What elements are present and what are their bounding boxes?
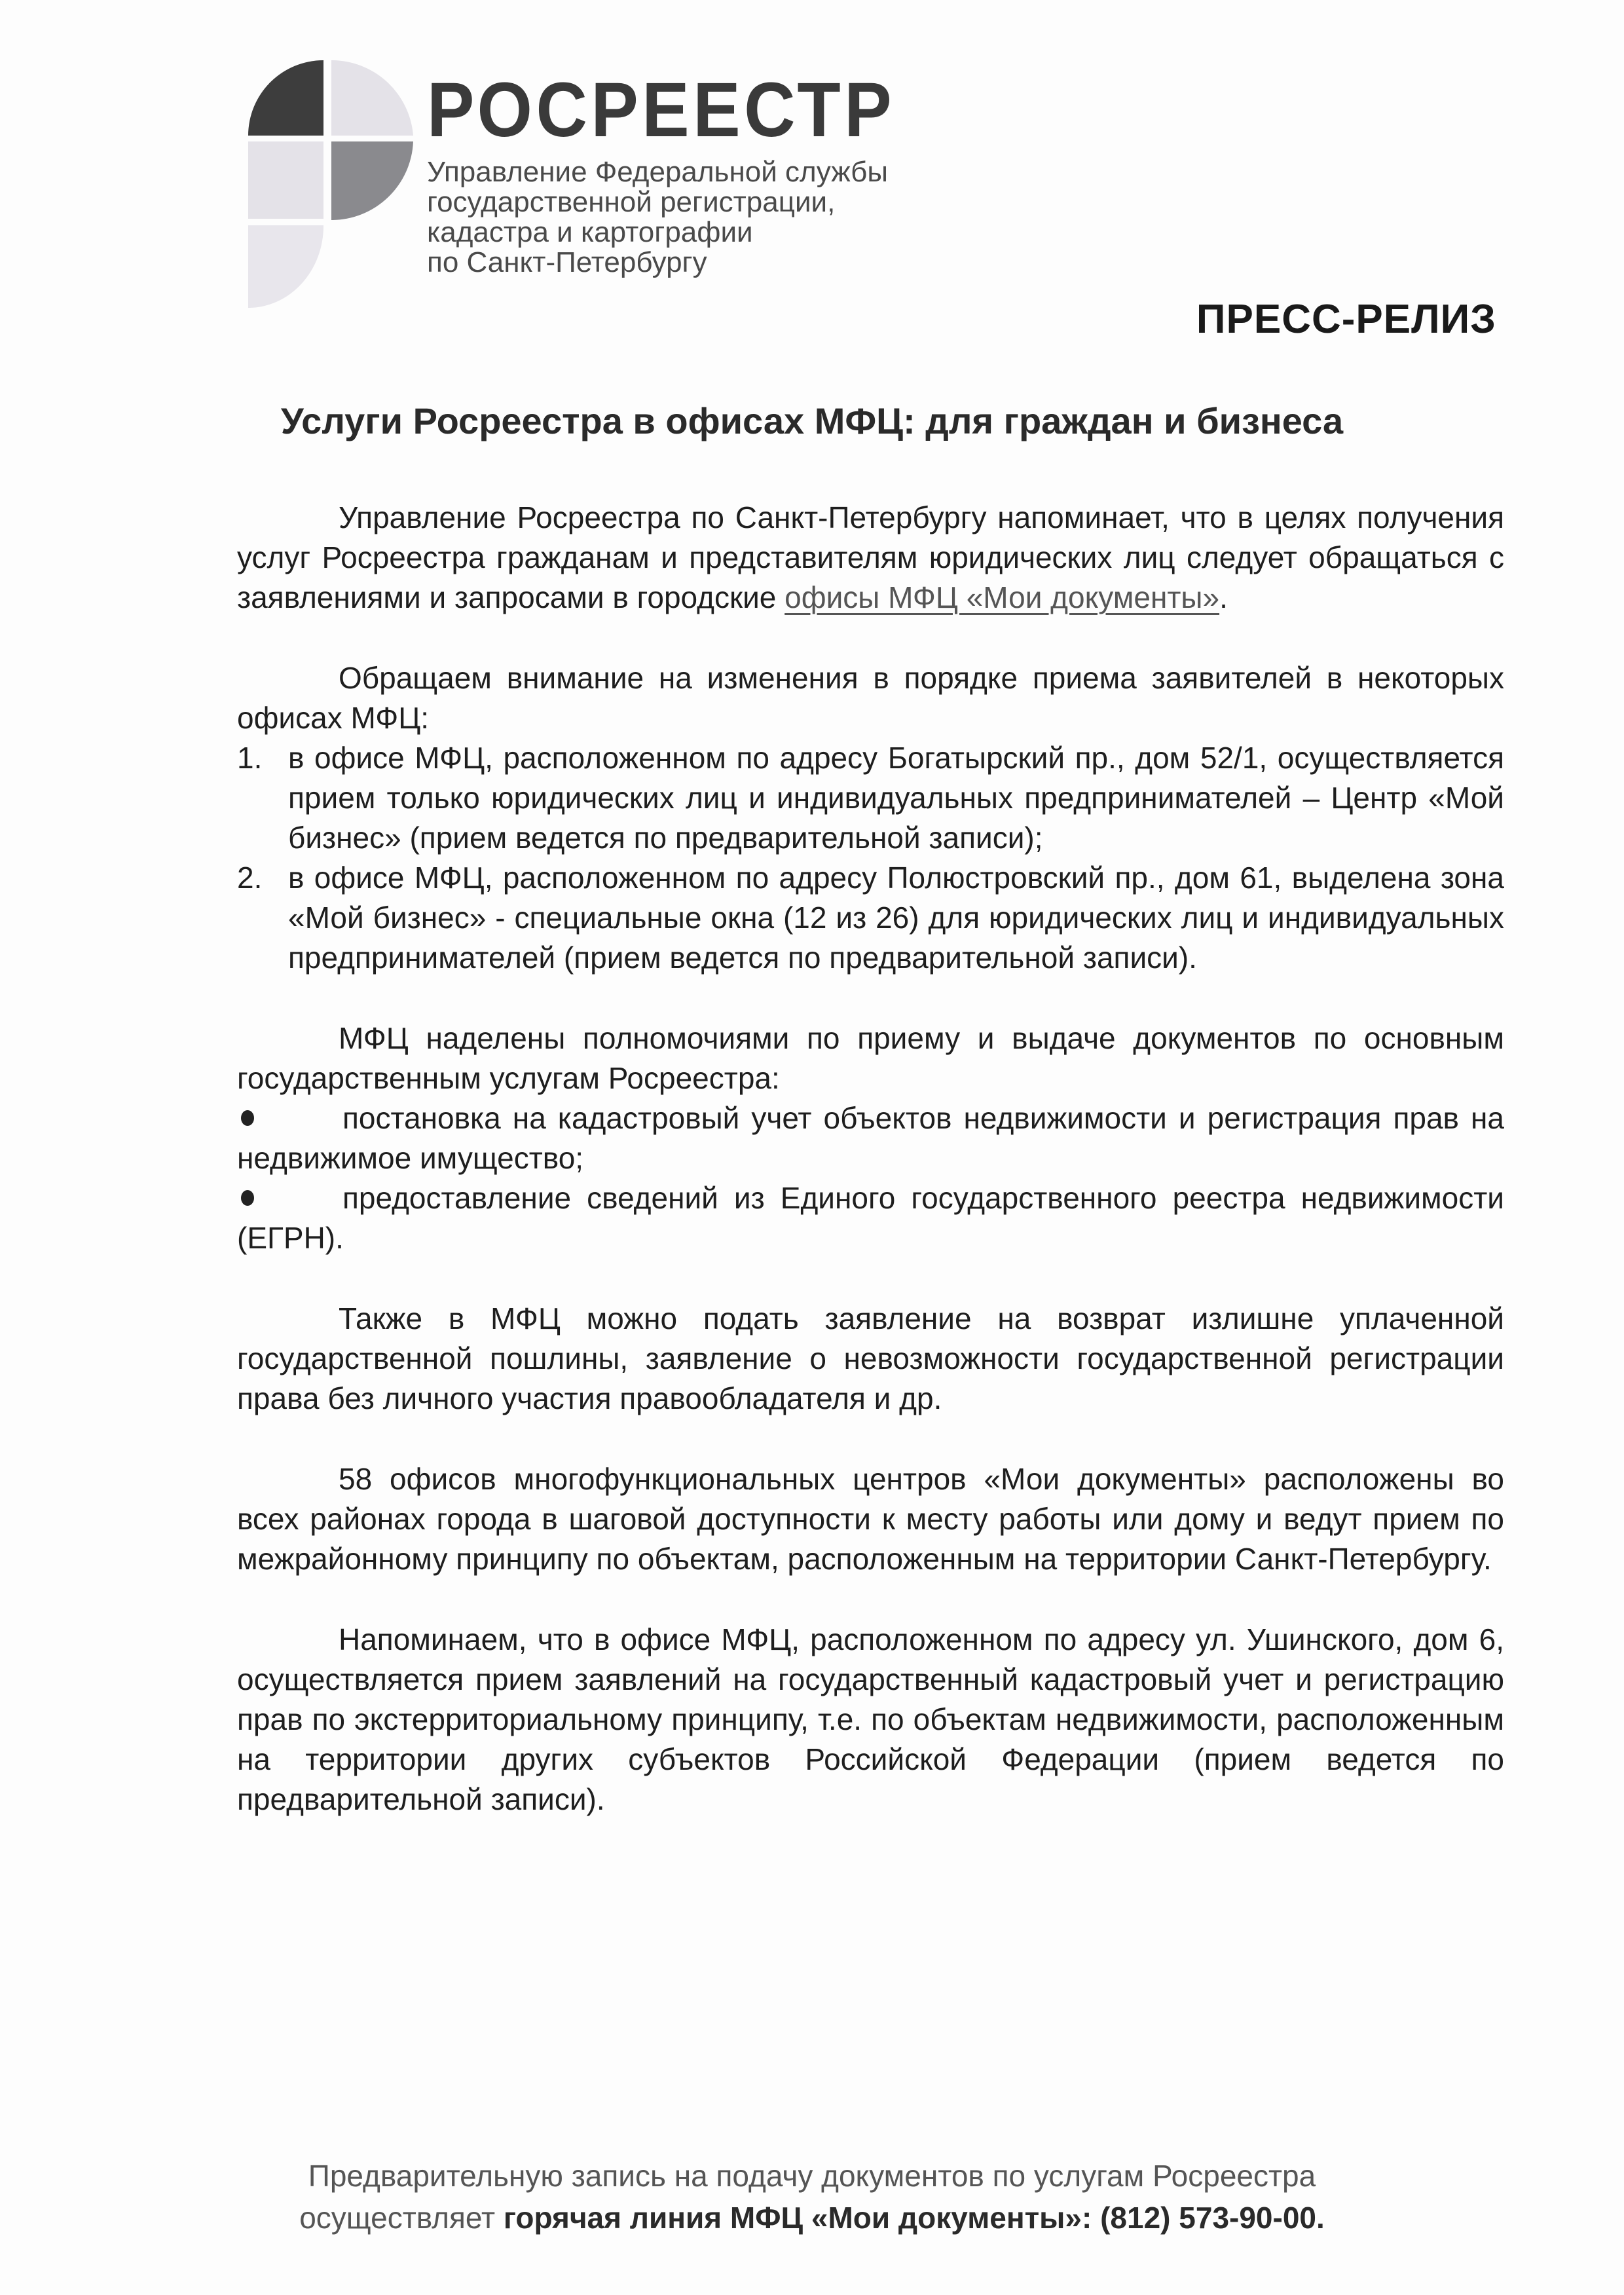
paragraph-reminder: Напоминаем, что в офисе МФЦ, расположенном по адресу ул. Ушинского, дом 6, осуществляется прием заявлений на государственный кадастровый учет и регистрацию прав по экстерриториальному принципу, т.е. по объектам недвижимости, расположенным на территории других субъектов Российской Федерации (прием ведется по предварительной записи). [237,1622,1504,1816]
list-item [237,738,1504,858]
footer-note [0,2155,1624,2239]
list-item-text: в офисе МФЦ, расположенном по адресу Полюстровский пр., дом 61, выделена зона «Мой бизнес» - специальные окна (12 из 26) для юридических лиц и индивидуальных предпринимателей (прием ведется по предварительной записи). [288,861,1504,975]
bullet-list [237,1098,1504,1258]
bullet-text: постановка на кадастровый учет объектов недвижимости и регистрация прав на недвижимое имущество; [237,1101,1504,1175]
bullet-item [237,1098,1504,1178]
paragraph-also: Также в МФЦ можно подать заявление на возврат излишне уплаченной государственной пошлины, заявление о невозможности государственной регистрации права без личного участия правообладателя и др. [237,1301,1504,1415]
mfc-offices-link[interactable]: офисы МФЦ «Мои документы» [784,580,1220,614]
hotline-phone: горячая линия МФЦ «Мои документы»: (812) 573-90-00. [503,2201,1325,2235]
bullet-text: предоставление сведений из Единого государственного реестра недвижимости (ЕГРН). [237,1181,1504,1255]
brand-block [427,67,936,278]
footer-line-2 [0,2197,1624,2239]
bullet-icon [241,1110,254,1126]
rosreestr-emblem-icon [244,60,414,309]
brand-name: РОСРЕЕСТР [427,67,896,153]
page-title: Услуги Росреестра в офисах МФЦ: для граждан и бизнеса [280,400,1344,441]
list-number: 1. [237,741,263,775]
paragraph-tail: . [1219,580,1228,614]
press-release-label: ПРЕСС-РЕЛИЗ [1196,297,1496,342]
paragraph-offices: 58 офисов многофункциональных центров «Мои документы» расположены во всех районах города в шаговой доступности к месту работы или дому и ведут прием по межрайонному принципу по объектам, расположенным на территории Санкт-Петербургу. [237,1462,1504,1576]
paragraph-intro [237,498,1504,618]
brand-subtitle-line: государственной регистрации, [427,186,836,218]
brand-subtitle-line: кадастра и картографии [427,216,753,248]
list-item-text: в офисе МФЦ, расположенном по адресу Богатырский пр., дом 52/1, осуществляется прием только юридических лиц и индивидуальных предпринимателей – Центр «Мой бизнес» (прием ведется по предварительной записи); [288,741,1504,855]
brand-subtitle-line: по Санкт-Петербургу [427,246,707,278]
numbered-list [237,738,1504,978]
footer-line-2-prefix: осуществляет [299,2201,504,2235]
document-body [237,498,1504,1819]
list-number: 2. [237,861,263,895]
paragraph-changes: Обращаем внимание на изменения в порядке приема заявителей в некоторых офисах МФЦ: [237,661,1504,735]
brand-subtitle [427,157,936,278]
bullet-icon [241,1190,254,1206]
footer-line-1: Предварительную запись на подачу документов по услугам Росреестра [308,2159,1316,2193]
paragraph-text: Управление Росреестра по Санкт-Петербургу напоминает, что в целях получения услуг Росреестра гражданам и представителям юридических лиц следует обращаться с заявлениями и запросами в городские [237,500,1504,614]
paragraph-powers: МФЦ наделены полномочиями по приему и выдаче документов по основным государственным услугам Росреестра: [237,1021,1504,1095]
list-item [237,858,1504,978]
bullet-item [237,1178,1504,1258]
brand-subtitle-line: Управление Федеральной службы [427,156,888,188]
